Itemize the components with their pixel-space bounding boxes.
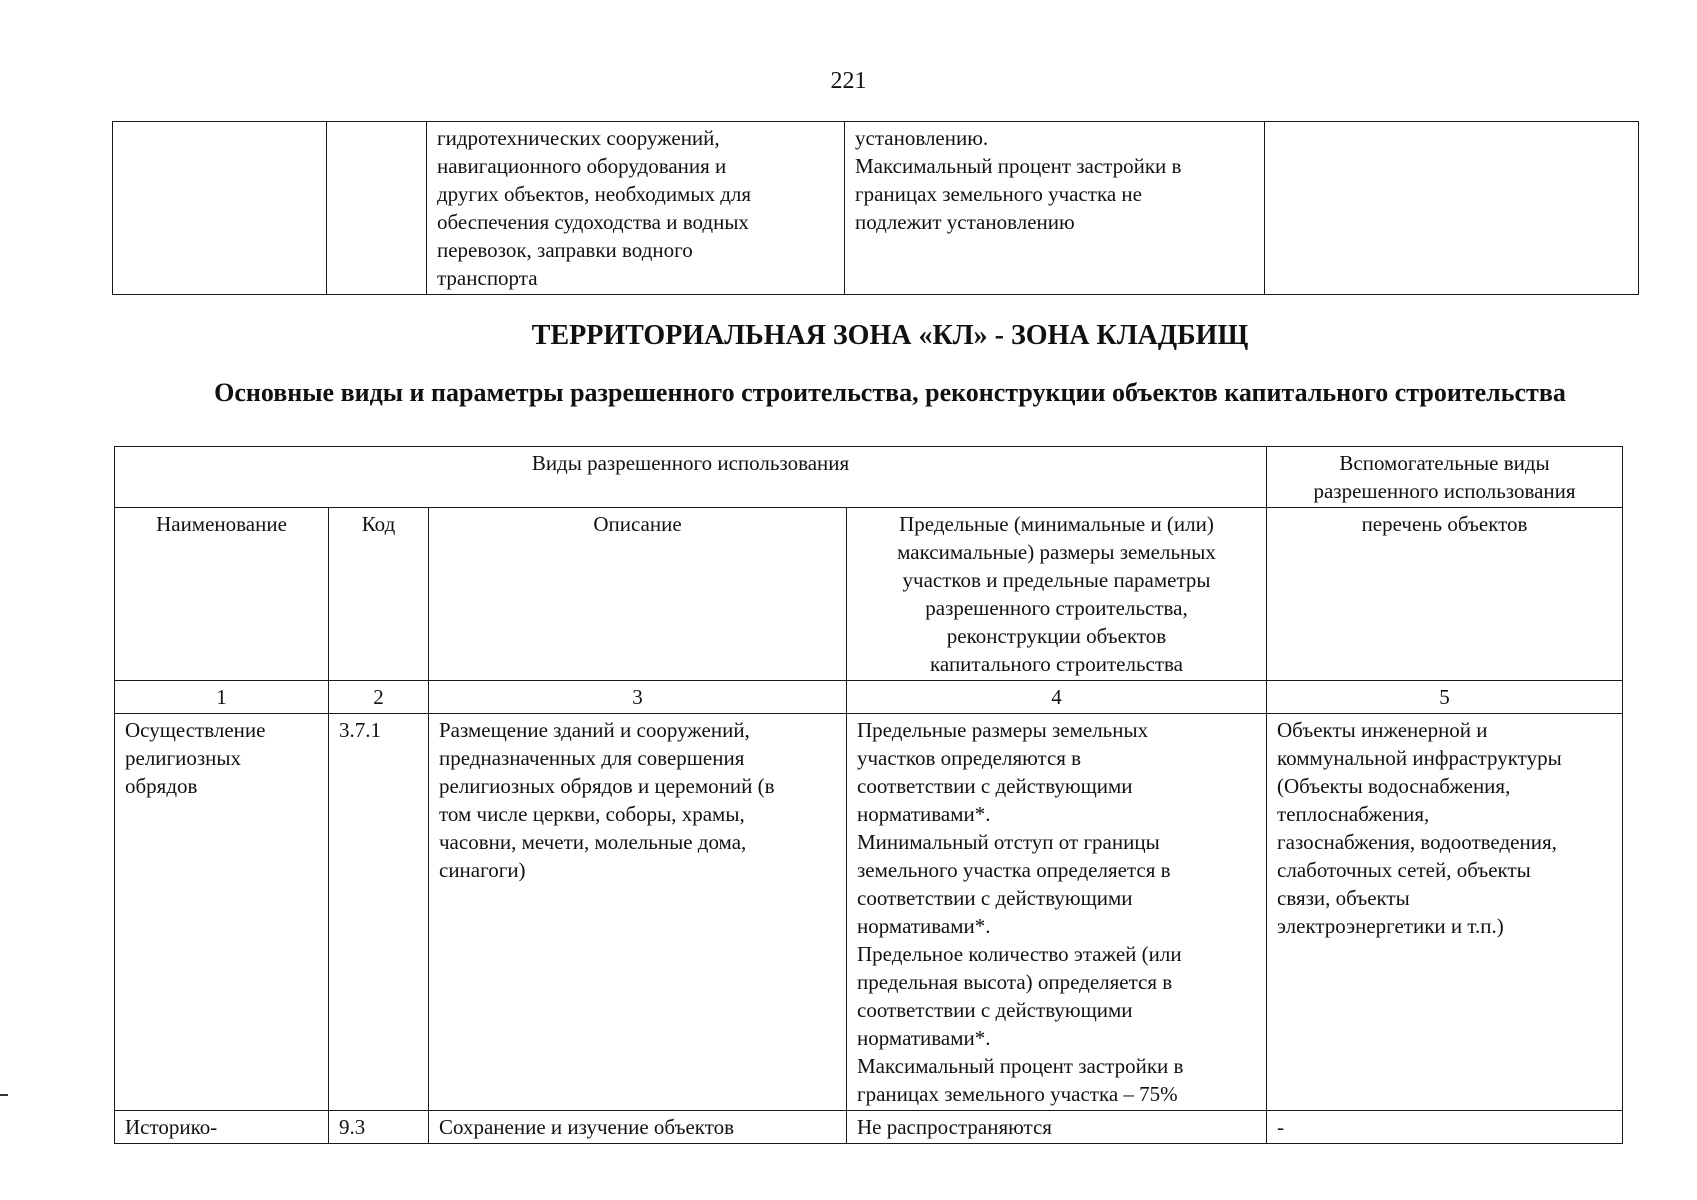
column-number: 1 <box>115 681 329 714</box>
column-number: 4 <box>847 681 1267 714</box>
permitted-use-table <box>114 446 1623 1144</box>
continuation-table <box>112 121 1639 295</box>
column-header-row <box>115 508 1623 681</box>
column-header-aux-list: перечень объектов <box>1267 508 1623 681</box>
auxiliary-cell <box>1265 122 1639 295</box>
parameters-cell: Не распространяются <box>847 1111 1267 1144</box>
column-number: 3 <box>429 681 847 714</box>
description-cell: Размещение зданий и сооружений, предназначенных для совершения религиозных обрядов и церемоний (в том числе церкви, соборы, храмы, часовни, мечети, молельные дома, синагоги) <box>429 714 847 1111</box>
section-subtitle: Основные виды и параметры разрешенного строительства, реконструкции объектов капитального строительства <box>214 378 1566 407</box>
column-header-description: Описание <box>429 508 847 681</box>
name-cell: Историко- <box>115 1111 329 1144</box>
description-cell: Сохранение и изучение объектов <box>429 1111 847 1144</box>
group-header-row <box>115 447 1623 508</box>
column-header-name: Наименование <box>115 508 329 681</box>
column-number: 5 <box>1267 681 1623 714</box>
page-number: 221 <box>830 68 867 94</box>
zone-title: ТЕРРИТОРИАЛЬНАЯ ЗОНА «КЛ» - ЗОНА КЛАДБИЩ <box>531 320 1249 351</box>
table-row <box>115 714 1623 1111</box>
code-cell: 3.7.1 <box>329 714 429 1111</box>
column-number-row <box>115 681 1623 714</box>
auxiliary-cell: Объекты инженерной и коммунальной инфраструктуры (Объекты водоснабжения, теплоснабжения, газоснабжения, водоотведения, слаботочных сетей, объекты связи, объекты электроэнергетики и т.п.) <box>1267 714 1623 1111</box>
table-row <box>115 1111 1623 1144</box>
parameters-cell: Предельные размеры земельных участков определяются в соответствии с действующими нормативами*. Минимальный отступ от границы земельного участка определяется в соответствии с действующими нормативами*. Предельное количество этажей (или предельная высота) определяется в соответствии с действующими нормативами*. Максимальный процент застройки в границах земельного участка – 75% <box>847 714 1267 1111</box>
description-cell: гидротехнических сооружений, навигационного оборудования и других объектов, необходимых для обеспечения судоходства и водных перевозок, заправки водного транспорта <box>427 122 845 295</box>
name-cell: Осуществление религиозных обрядов <box>115 714 329 1111</box>
column-number: 2 <box>329 681 429 714</box>
margin-mark <box>0 1094 8 1096</box>
name-cell <box>113 122 327 295</box>
column-header-code: Код <box>329 508 429 681</box>
parameters-cell: установлению. Максимальный процент застройки в границах земельного участка не подлежит установлению <box>845 122 1265 295</box>
auxiliary-cell: - <box>1267 1111 1623 1144</box>
code-cell: 9.3 <box>329 1111 429 1144</box>
code-cell <box>327 122 427 295</box>
table-row <box>113 122 1639 295</box>
column-header-parameters: Предельные (минимальные и (или) максимальные) размеры земельных участков и предельные параметры разрешенного строительства, реконструкции объектов капитального строительства <box>847 508 1267 681</box>
aux-header: Вспомогательные виды разрешенного использования <box>1267 447 1623 508</box>
group-header: Виды разрешенного использования <box>115 447 1267 508</box>
